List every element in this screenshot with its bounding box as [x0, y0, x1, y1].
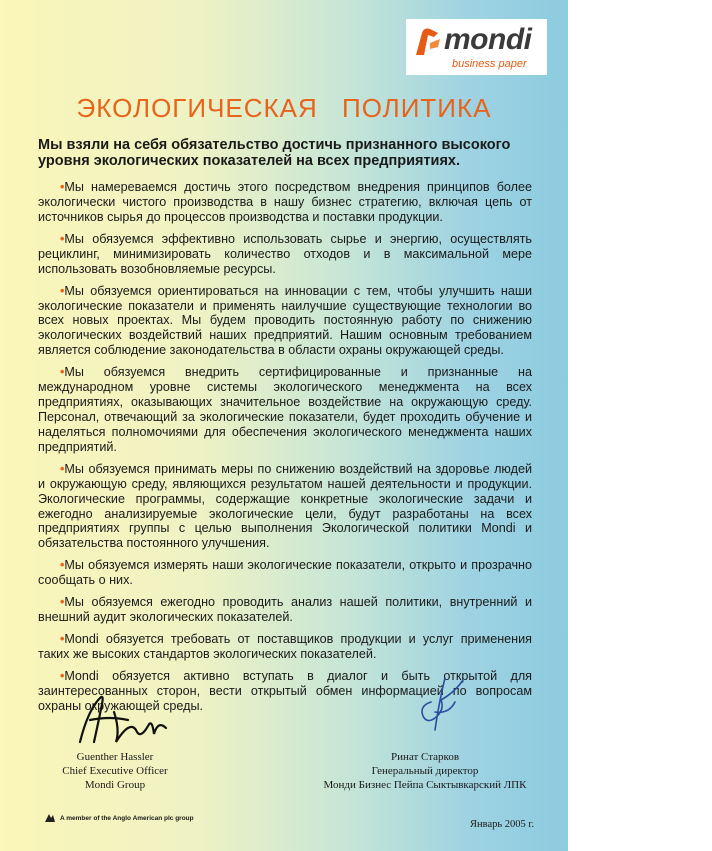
list-item: •Mondi обязуется активно вступать в диалог и быть открытой для заинтересованных сторон, вести открытый обмен информацией по вопросам охраны окружающей среды. [38, 669, 532, 713]
bullet-dot-icon: • [60, 669, 65, 684]
anglo-american-member-note [44, 813, 194, 823]
bullet-dot-icon: • [60, 231, 65, 246]
mondi-logo-mark-icon [412, 25, 444, 59]
signatory-left-name: Guenther Hassler [76, 751, 154, 763]
member-text: A member of the Anglo American plc group [60, 814, 194, 822]
bullet-dot-icon: • [60, 558, 65, 573]
list-item: •Mondi обязуется требовать от поставщиков продукции и услуг применения таких же высоких стандартов экологических показателей. [38, 632, 532, 662]
page-title: ЭКОЛОГИЧЕСКАЯ ПОЛИТИКА [76, 93, 492, 123]
logo-brand-text: mondi [444, 23, 532, 56]
lead-statement: Мы взяли на себя обязательство достичь признанного высокого уровня экологических показателей на всех предприятиях. [38, 137, 511, 169]
list-item: •Мы обязуемся эффективно использовать сырье и энергию, осуществлять рециклинг, минимизировать количество отходов и в максимальной мере использовать возобновляемые ресурсы. [38, 231, 532, 276]
list-item: •Мы обязуемся принимать меры по снижению воздействий на здоровье людей и окружающую среду, являющихся результатом нашей деятельности и продукции. Экологические программы, содержащие конкретные экологические задачи и ежегодно анализируемые экологические цели, будут разработаны на всех предприятиях группы с целью выполнения Экологической политики Mondi и обязательства постоянного улучшения. [38, 461, 532, 551]
list-item: •Мы обязуемся ежегодно проводить анализ нашей политики, внутренний и внешний аудит экологических показателей. [38, 595, 532, 625]
list-item: •Мы обязуемся внедрить сертифицированные и признанные на международном уровне системы экологического менеджмента на всех предприятиях, оказывающих значительное воздействие на окружающую среду. Персонал, отвечающий за экологические показатели, будет проходить обучение и наделяться полномочиями для обеспечения экологического менеджмента наших предприятий. [38, 365, 532, 454]
signatory-right-name: Ринат Старков [390, 751, 460, 763]
signatory-right [305, 750, 545, 792]
anglo-american-logo-icon [44, 813, 56, 823]
signature-right-icon [405, 672, 475, 742]
list-item: •Мы обязуемся измерять наши экологические показатели, открыто и прозрачно сообщать о них. [38, 558, 532, 588]
document-date: Январь 2005 г. [470, 819, 535, 830]
bullet-dot-icon: • [60, 595, 65, 610]
list-item: •Мы намереваемся достичь этого посредством внедрения принципов более экологически чистого производства в нашу бизнес стратегию, включая цепь от источников сырья до процессов производства и поставки продукции. [38, 180, 532, 224]
signatory-right-role: Генеральный директор [371, 765, 479, 777]
signatory-right-org: Монди Бизнес Пейпа Сыктывкарский ЛПК [323, 779, 527, 791]
logo-tagline: business paper [452, 58, 527, 70]
bullet-dot-icon: • [60, 283, 65, 298]
signatory-left [40, 750, 190, 792]
signature-left-icon [70, 690, 180, 750]
bullet-dot-icon: • [60, 180, 65, 194]
signatory-left-org: Mondi Group [84, 779, 146, 791]
bullet-dot-icon: • [60, 632, 65, 647]
bullet-dot-icon: • [60, 365, 65, 380]
bullet-list [38, 180, 532, 721]
signatory-left-role: Chief Executive Officer [62, 765, 168, 777]
mondi-logo [406, 19, 547, 75]
bullet-dot-icon: • [60, 461, 65, 476]
list-item: •Мы обязуемся ориентироваться на инновации с тем, чтобы улучшить наши экологические показатели и применять наилучшие существующие технологии во всех новых проектах. Мы будем проводить постоянную работу по снижению экологических воздействий наших предприятий. Нашим основным требованием является соблюдение законодательства в области охраны окружающей среды. [38, 283, 532, 358]
